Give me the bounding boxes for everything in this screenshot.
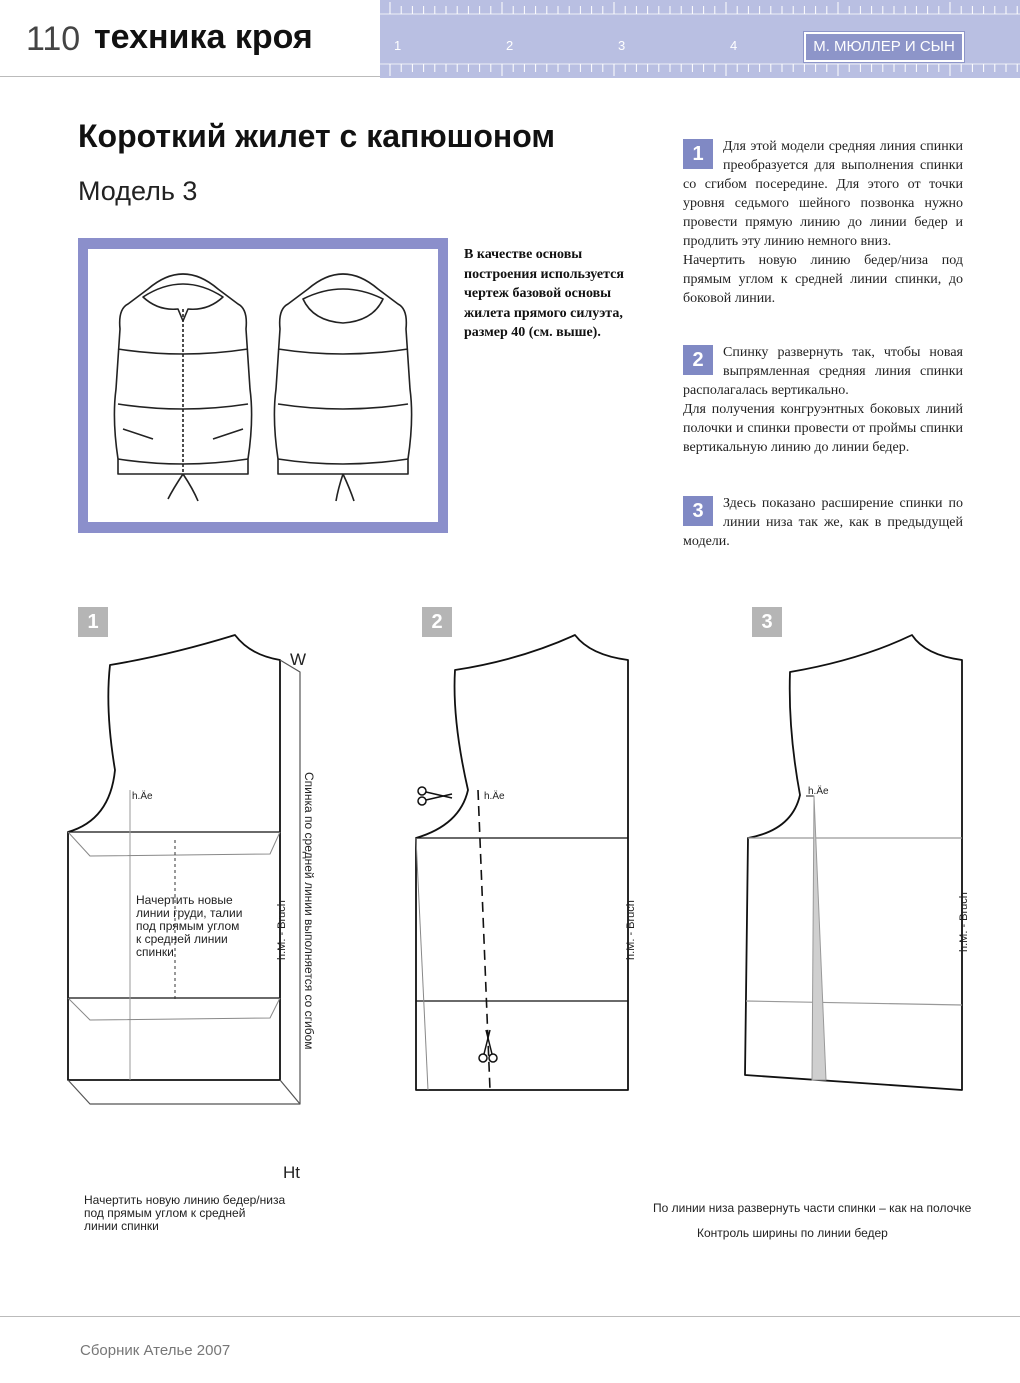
diagram-3-bottom-note-1: По линии низа развернуть части спинки – как на полочке xyxy=(653,1201,972,1215)
publisher-badge: М. МЮЛЛЕР И СЫН xyxy=(804,32,964,62)
header-divider xyxy=(0,76,380,77)
step-1-paragraph-2: Начертить новую линию бедер/низа под прямым углом к средней линии спинки, до боковой линии. xyxy=(683,253,963,306)
ruler-tick-2: 2 xyxy=(506,38,514,53)
diagram-3-badge: 3 xyxy=(752,607,782,637)
ruler-tick-4: 4 xyxy=(730,38,738,53)
diagram-3-pattern xyxy=(745,635,962,1090)
step-3-paragraph-1: Здесь показано расширение спинки по линии низа так же, как в предыдущей модели. xyxy=(683,496,963,549)
illustration-panel xyxy=(88,249,438,522)
step-1-badge: 1 xyxy=(683,139,713,169)
diagram-3-label-hae: h.Äe xyxy=(808,786,829,797)
section-title: техника кроя xyxy=(94,18,313,56)
diagram-1-bottom-note: Начертить новую линию бедер/низа под прямым углом к средней линии спинки xyxy=(84,1193,286,1233)
vest-illustration xyxy=(88,249,438,522)
step-1-text xyxy=(683,137,963,308)
step-2-paragraph-2: Для получения конгруэнтных боковых линий полочки и спинки провести от проймы спинки вертикальную линию до линии бедер. xyxy=(683,402,963,455)
page-number: 110 xyxy=(26,20,81,58)
step-3-text xyxy=(683,494,963,551)
step-3-badge: 3 xyxy=(683,496,713,526)
scissors-icon xyxy=(418,787,452,805)
diagram-2-badge: 2 xyxy=(422,607,452,637)
step-1-paragraph-1: Для этой модели средняя линия спинки преобразуется для выполнения спинки со сгибом посередине. Для этого от точки уровня седьмого шейного позвонка нужно провести прямую линию до линии бедер и продлить эту линию немного вниз. xyxy=(683,139,963,249)
diagram-1-label-hm: h.M. - Bruch xyxy=(276,900,288,960)
diagram-2-pattern xyxy=(416,635,628,1090)
diagram-1-badge: 1 xyxy=(78,607,108,637)
footer-divider xyxy=(0,1316,1020,1317)
article-title: Короткий жилет с капюшоном xyxy=(78,118,555,154)
ruler-tick-1: 1 xyxy=(394,38,402,53)
step-2-badge: 2 xyxy=(683,345,713,375)
diagram-3-label-hm: h.M. - Bruch xyxy=(958,892,970,952)
diagram-1-label-w: W xyxy=(290,650,307,669)
step-2-text xyxy=(683,343,963,457)
diagram-1-label-ht: Ht xyxy=(283,1163,300,1182)
diagram-1-center-note: Начертить новые линии груди, талии под прямым углом к средней линии спинки xyxy=(136,893,243,959)
footer-text: Сборник Ателье 2007 xyxy=(80,1342,231,1359)
diagram-1-vertical-note: Спинка по средней линии выполняется со сгибом xyxy=(302,772,316,1050)
diagram-2-label-hae: h.Äe xyxy=(484,791,505,802)
step-2-paragraph-1: Спинку развернуть так, чтобы новая выпрямленная средняя линия спинки располагалась вертикально. xyxy=(683,345,963,398)
diagram-1-label-hae: h.Äe xyxy=(132,791,153,802)
diagram-3-bottom-note-2: Контроль ширины по линии бедер xyxy=(697,1226,888,1240)
diagram-1-pattern xyxy=(68,635,300,1104)
intro-note: В качестве основы построения используется чертеж базовой основы жилета прямого силуэта, размер 40 (см. выше). xyxy=(464,247,624,340)
ruler-tick-3: 3 xyxy=(618,38,626,53)
diagram-2-label-hm: h.M. - Bruch xyxy=(625,900,637,960)
article-subtitle: Модель 3 xyxy=(78,176,198,206)
